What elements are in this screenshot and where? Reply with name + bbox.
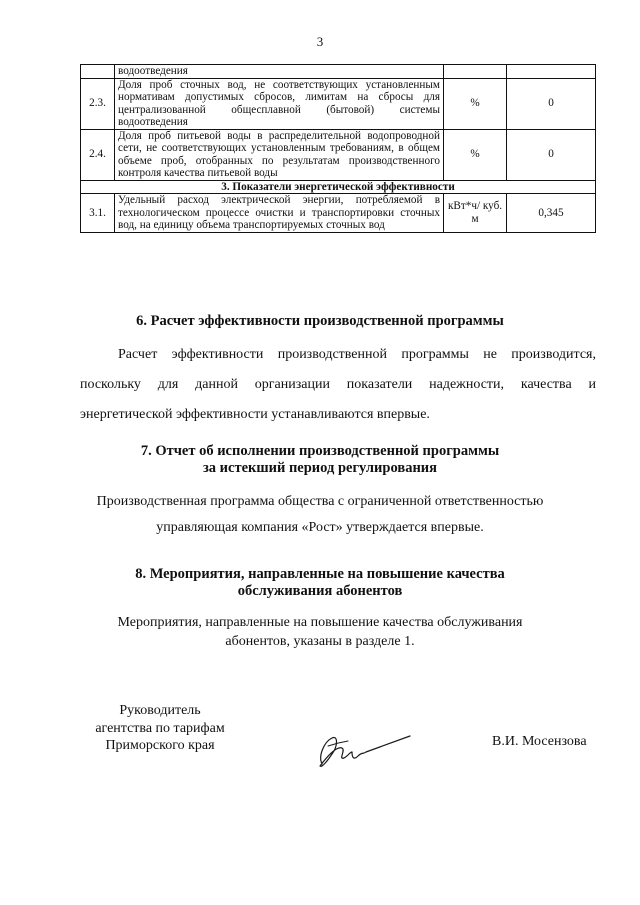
signatory-name: В.И. Мосензова	[492, 734, 587, 749]
section-8-heading-line1: 8. Мероприятия, направленные на повышение качества	[135, 566, 505, 582]
section-6-text: Расчет эффективности производственной программы не производится, поскольку для данной организации показатели надежности, качества и энергетической эффективности устанавливаются впервые.	[80, 347, 596, 422]
table-cell-num: 2.3.	[81, 78, 115, 129]
section-7-heading-line2: за истекший период регулирования	[202, 460, 438, 476]
table-cell-num: 2.4.	[81, 129, 115, 180]
section-6-heading: 6. Расчет эффективности производственной программы	[136, 313, 504, 329]
signatory-title-line1: Руководитель	[119, 703, 201, 718]
signatory-title-line3: Приморского края	[105, 738, 215, 753]
table-cell-unit	[444, 65, 507, 79]
section-8-line2: абонентов, указаны в разделе 1.	[225, 634, 415, 649]
handwritten-signature	[308, 728, 416, 772]
table-section-row	[81, 180, 596, 194]
section-7-line1: Производственная программа общества с ограниченной ответственностью	[96, 494, 544, 509]
table-row	[81, 194, 596, 233]
section-7-heading-line1: 7. Отчет об исполнении производственной программы	[140, 443, 500, 459]
table-cell-value: 0,345	[507, 194, 596, 233]
table-section-heading: 3. Показатели энергетической эффективности	[81, 180, 596, 194]
table-cell-value: 0	[507, 129, 596, 180]
table-cell-unit: кВт*ч/ куб. м	[444, 194, 507, 233]
indicators-table	[80, 64, 596, 233]
table-cell-value: 0	[507, 78, 596, 129]
table-cell-num	[81, 65, 115, 79]
table-cell-desc: Удельный расход электрической энергии, потребляемой в технологическом процессе очистки и транспортировки сточных вод, на единицу объема транспортируемых сточных вод	[115, 194, 444, 233]
table-cell-value	[507, 65, 596, 79]
table-cell-unit: %	[444, 78, 507, 129]
section-8-heading-line2: обслуживания абонентов	[237, 583, 403, 599]
table-row	[81, 78, 596, 129]
section-7-line2: управляющая компания «Рост» утверждается впервые.	[156, 520, 484, 535]
table-cell-num: 3.1.	[81, 194, 115, 233]
table-cell-desc: Доля проб сточных вод, не соответствующих установленным нормативам допустимых сбросов, лимитам на сбросы для централизованной общесплавной (бытовой) системы водоотведения	[115, 78, 444, 129]
signatory-title	[80, 702, 240, 755]
table-row	[81, 129, 596, 180]
page-number: 3	[316, 34, 324, 49]
table-cell-desc: Доля проб питьевой воды в распределительной водопроводной сети, не соответствующих установленным требованиям, в общем объеме проб, отобранных по результатам производственного контроля качества питьевой воды	[115, 129, 444, 180]
table-cell-unit: %	[444, 129, 507, 180]
signatory-title-line2: агентства по тарифам	[95, 720, 225, 736]
table-row	[81, 65, 596, 79]
table-cell-desc: водоотведения	[115, 65, 444, 79]
section-8-line1: Мероприятия, направленные на повышение качества обслуживания	[117, 615, 523, 630]
